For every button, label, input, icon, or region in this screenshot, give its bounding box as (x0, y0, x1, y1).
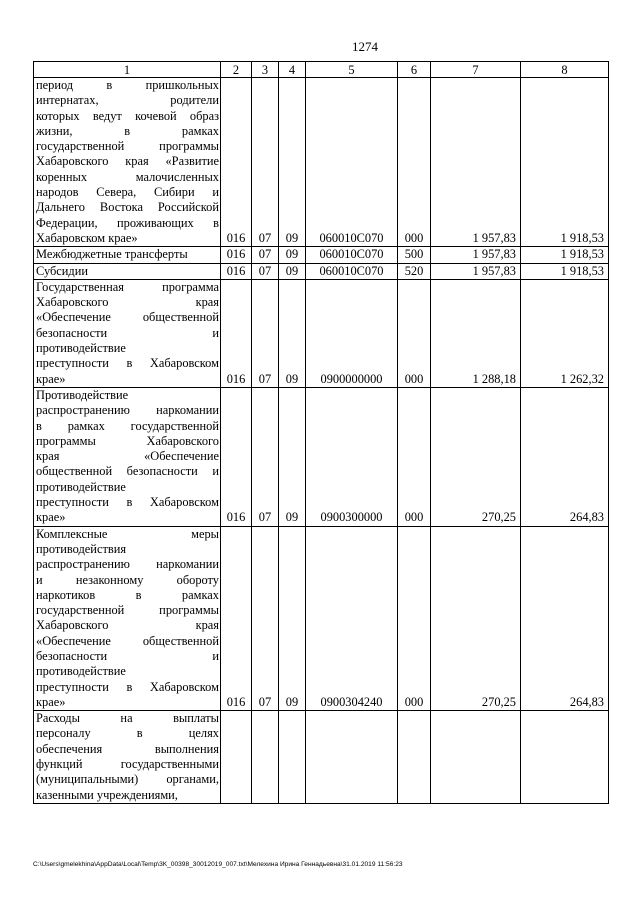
row-name-line: народов Севера, Сибири и (36, 185, 219, 200)
row-name-line: государственной программы (36, 139, 219, 154)
cell-sum1 (431, 711, 521, 804)
cell-sum2: 1 262,32 (521, 279, 609, 387)
table-row (34, 247, 609, 263)
table-row (34, 78, 609, 247)
row-name-line: противодействие (36, 479, 126, 494)
page-number: 1274 (352, 39, 378, 54)
cell-vr: 500 (398, 247, 431, 263)
row-name-line: безопасности и (36, 325, 219, 340)
cell-sum2: 1 918,53 (521, 263, 609, 279)
row-name-line: распространению наркомании (36, 403, 219, 418)
row-name-line: (муниципальными) органами, (36, 772, 219, 787)
row-name-line: общественной безопасности и (36, 464, 219, 479)
cell-csr: 0900300000 (306, 387, 398, 526)
row-name-line: Межбюджетные трансферты (36, 247, 188, 262)
row-name-cell (34, 526, 221, 711)
row-name-line: государственной программы (36, 603, 219, 618)
column-header: 4 (279, 62, 306, 78)
row-name-line: безопасности и (36, 648, 219, 663)
column-header: 8 (521, 62, 609, 78)
row-name-line: в рамках государственной (36, 418, 219, 433)
table-row (34, 387, 609, 526)
cell-rz: 07 (252, 247, 279, 263)
cell-csr: 0900304240 (306, 526, 398, 711)
row-name-line: программы Хабаровского (36, 433, 219, 448)
row-name-line: крае» (36, 694, 66, 709)
row-name-line: преступности в Хабаровском (36, 679, 219, 694)
cell-sum1: 270,25 (431, 387, 521, 526)
cell-sum1: 1 957,83 (431, 263, 521, 279)
column-header: 3 (252, 62, 279, 78)
row-name-line: наркотиков в рамках (36, 587, 219, 602)
row-name-line: Федерации, проживающих в (36, 215, 219, 230)
row-name-line: Субсидии (36, 263, 88, 278)
row-name-line: «Обеспечение общественной (36, 310, 219, 325)
row-name-line: Хабаровского края «Развитие (36, 154, 219, 169)
row-name-line: персоналу в целях (36, 726, 219, 741)
cell-sum2: 264,83 (521, 526, 609, 711)
row-name-line: противодействие (36, 341, 126, 356)
cell-vr: 000 (398, 387, 431, 526)
cell-pr: 09 (279, 78, 306, 247)
cell-sum2 (521, 711, 609, 804)
cell-pr: 09 (279, 387, 306, 526)
row-name-line: Противодействие (36, 387, 129, 402)
row-name-line: Хабаровском крае» (36, 230, 138, 245)
row-name-cell (34, 247, 221, 263)
table-row (34, 263, 609, 279)
file-path-footer: C:\Users\gmelekhina\AppData\Local\Temp\3K_00398_30012019_007.txt\Мелехина Ирина Геннадьевна\31.01.2019 11:56:23 (33, 861, 403, 868)
row-name-line: функций государственными (36, 757, 219, 772)
row-name-line: и незаконному обороту (36, 572, 219, 587)
column-header: 2 (221, 62, 252, 78)
row-name-cell (34, 387, 221, 526)
row-name-cell (34, 711, 221, 804)
row-name-cell (34, 279, 221, 387)
row-name-line: Государственная программа (36, 279, 219, 294)
cell-pr: 09 (279, 247, 306, 263)
cell-pr (279, 711, 306, 804)
cell-gr: 016 (221, 78, 252, 247)
cell-pr: 09 (279, 526, 306, 711)
budget-table (33, 61, 609, 804)
row-name-line: распространению наркомании (36, 557, 219, 572)
row-name-line: коренных малочисленных (36, 169, 219, 184)
cell-gr: 016 (221, 387, 252, 526)
cell-sum1: 1 957,83 (431, 78, 521, 247)
table-row (34, 526, 609, 711)
row-name-line: Хабаровского края (36, 295, 219, 310)
cell-csr: 0900000000 (306, 279, 398, 387)
row-name-line: преступности в Хабаровском (36, 356, 219, 371)
row-name-line: интернатах, родители (36, 93, 219, 108)
row-name-cell (34, 78, 221, 247)
cell-rz: 07 (252, 279, 279, 387)
row-name-line: Комплексные меры (36, 526, 219, 541)
row-name-line: жизни, в рамках (36, 123, 219, 138)
row-name-line: крае» (36, 510, 66, 525)
column-header: 7 (431, 62, 521, 78)
cell-vr (398, 711, 431, 804)
row-name-line: противодействие (36, 664, 126, 679)
column-header: 5 (306, 62, 398, 78)
cell-rz: 07 (252, 263, 279, 279)
cell-sum2: 264,83 (521, 387, 609, 526)
row-name-line: Дальнего Востока Российской (36, 200, 219, 215)
cell-csr: 060010С070 (306, 247, 398, 263)
cell-pr: 09 (279, 279, 306, 387)
cell-pr: 09 (279, 263, 306, 279)
cell-rz: 07 (252, 526, 279, 711)
row-name-line: «Обеспечение общественной (36, 633, 219, 648)
row-name-line: крае» (36, 371, 66, 386)
cell-rz: 07 (252, 387, 279, 526)
cell-gr: 016 (221, 263, 252, 279)
cell-rz (252, 711, 279, 804)
row-name-line: Хабаровского края (36, 618, 219, 633)
cell-sum1: 1 957,83 (431, 247, 521, 263)
cell-sum2: 1 918,53 (521, 247, 609, 263)
row-name-line: Расходы на выплаты (36, 711, 219, 726)
cell-sum2: 1 918,53 (521, 78, 609, 247)
cell-csr: 060010С070 (306, 263, 398, 279)
cell-vr: 520 (398, 263, 431, 279)
column-header: 6 (398, 62, 431, 78)
cell-vr: 000 (398, 526, 431, 711)
row-name-line: казенными учреждениями, (36, 787, 178, 802)
row-name-cell (34, 263, 221, 279)
column-header: 1 (34, 62, 221, 78)
table-header-row (34, 62, 609, 78)
cell-gr: 016 (221, 279, 252, 387)
cell-vr: 000 (398, 279, 431, 387)
row-name-line: период в пришкольных (36, 78, 219, 92)
cell-gr: 016 (221, 526, 252, 711)
row-name-line: преступности в Хабаровском (36, 495, 219, 510)
row-name-line: обеспечения выполнения (36, 741, 219, 756)
cell-csr (306, 711, 398, 804)
cell-csr: 060010С070 (306, 78, 398, 247)
cell-sum1: 1 288,18 (431, 279, 521, 387)
cell-gr: 016 (221, 247, 252, 263)
cell-vr: 000 (398, 78, 431, 247)
row-name-line: которых ведут кочевой образ (36, 108, 219, 123)
row-name-line: края «Обеспечение (36, 449, 219, 464)
cell-rz: 07 (252, 78, 279, 247)
table-row (34, 279, 609, 387)
row-name-line: противодействия (36, 541, 127, 556)
table-row (34, 711, 609, 804)
cell-sum1: 270,25 (431, 526, 521, 711)
cell-gr (221, 711, 252, 804)
